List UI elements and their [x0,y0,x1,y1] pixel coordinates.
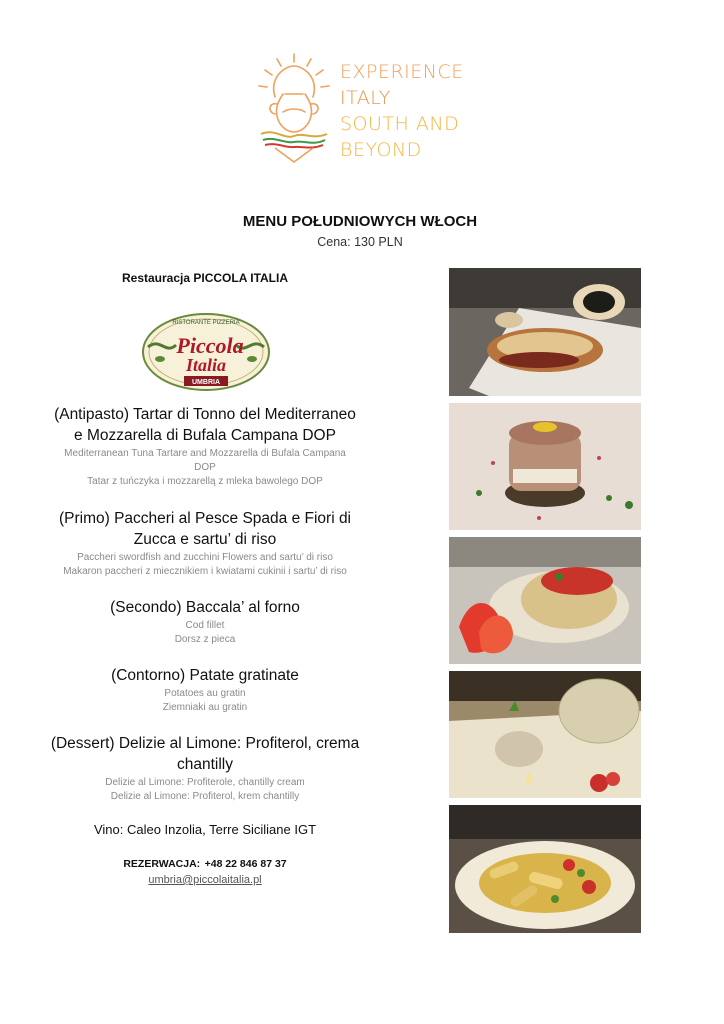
logo-banner: UMBRIA [192,379,220,386]
wine-line: Vino: Caleo Inzolia, Terre Siciliane IGT [93,822,317,837]
course-title: chantilly [177,756,233,773]
course-en: DOP [194,462,216,473]
lightbulb-amphora-icon [255,52,333,164]
dish-photo-5 [449,805,641,933]
reservation-email-wrap [40,870,370,888]
course-en: Cod fillet [185,620,225,631]
logo-line-4: BEYOND [340,139,422,161]
piccola-italia-logo [140,307,272,393]
course-pl: Delizie al Limone: Profiterol, krem chantilly [110,791,300,802]
course-title: (Antipasto) Tartar di Tonno del Mediterraneo [54,406,356,423]
course-title: e Mozzarella di Bufala Campana DOP [74,427,336,444]
course-pl: Makaron paccheri z miecznikiem i kwiatami cukinii i sartu’ di riso [63,566,347,577]
menu-title: MENU POŁUDNIOWYCH WŁOCH [242,213,478,230]
logo-line-2: ITALY [340,87,391,109]
dish-photo-2 [449,403,641,530]
reservation-label: REZERWACJA: [123,858,201,870]
course-primo [40,508,370,579]
dish-photo-4 [449,671,641,798]
course-contorno [40,665,370,715]
course-pl: Dorsz z pieca [174,634,236,645]
dish-photo-1 [449,268,641,396]
course-en: Paccheri swordfish and zucchini Flowers and sartu’ di riso [77,552,333,563]
course-title: (Primo) Paccheri al Pesce Spada e Fiori di [58,510,352,527]
menu-price: Cena: 130 PLN [317,235,403,249]
course-secondo [40,597,370,647]
logo-name-2: Italia [185,355,227,375]
email-link[interactable]: umbria@piccolaitalia.pl [148,874,262,886]
restaurant-label: Restauracja PICCOLA ITALIA [121,271,289,285]
course-en: Potatoes au gratin [164,688,246,699]
course-en: Mediterranean Tuna Tartare and Mozzarella di Bufala Campana [64,448,346,459]
course-pl: Tatar z tuńczyka i mozzarellą z mleka bawolego DOP [87,476,323,487]
logo-top-text: RISTORANTE PIZZERIA [172,320,240,326]
course-title: (Secondo) Baccala’ al forno [110,599,300,616]
dish-photo-3 [449,537,641,664]
logo-name-1: Piccola [176,333,244,358]
experience-italy-logo [255,52,485,167]
course-dessert [40,733,370,804]
reservation-phone: +48 22 846 87 37 [204,858,287,870]
course-en: Delizie al Limone: Profiterole, chantilly cream [105,777,305,788]
course-title: (Contorno) Patate gratinate [111,667,299,684]
course-antipasto [40,404,370,489]
course-title: (Dessert) Delizie al Limone: Profiterol, crema [50,735,360,752]
logo-line-1: EXPERIENCE [340,61,464,83]
course-title: Zucca e sartu’ di riso [133,531,277,548]
course-pl: Ziemniaki au gratin [162,702,248,713]
logo-line-3: SOUTH AND [340,113,460,135]
